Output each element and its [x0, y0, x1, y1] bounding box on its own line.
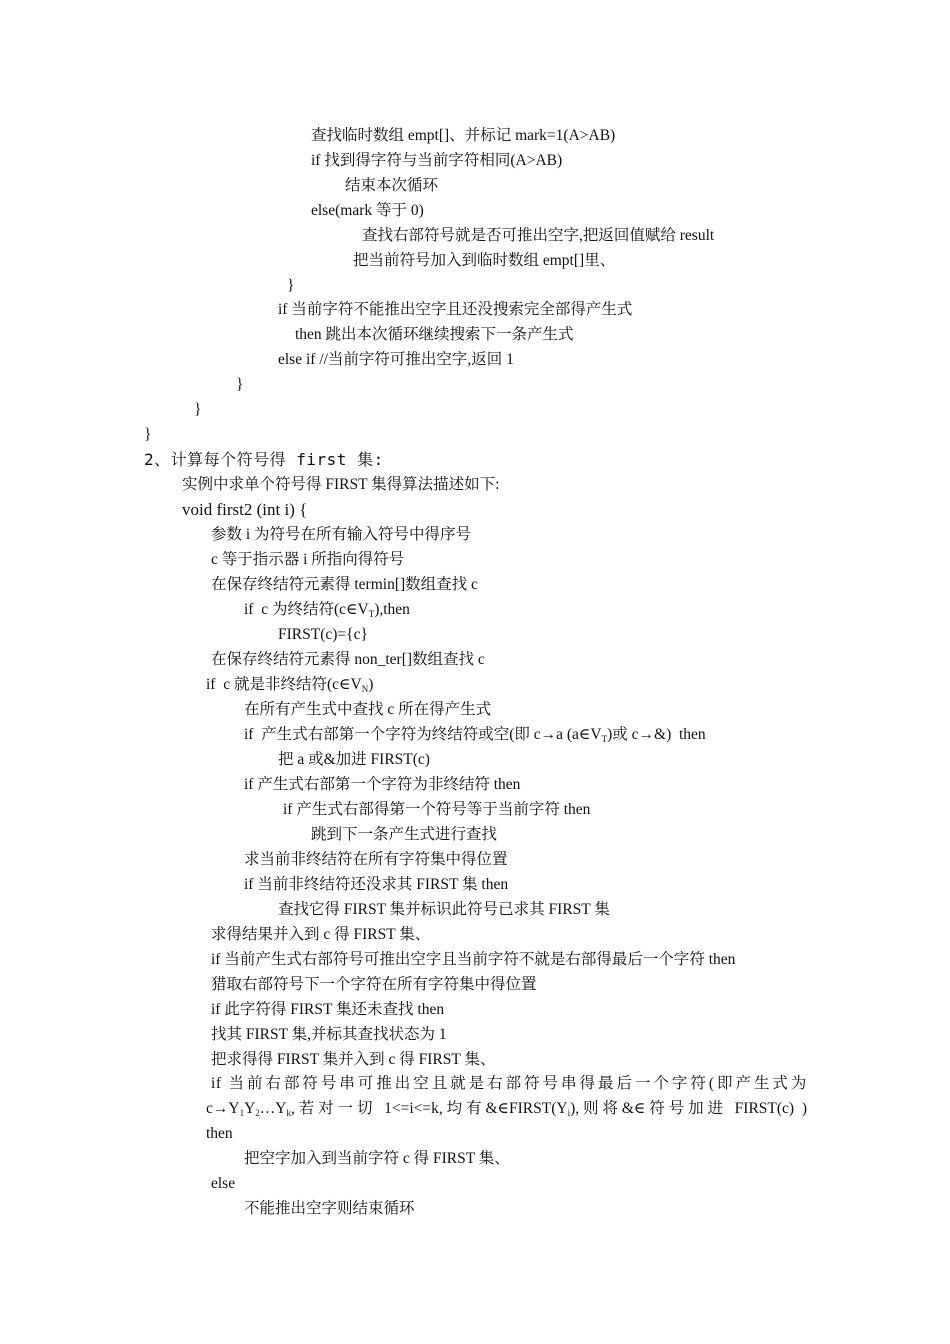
text-line: 查找右部符号就是否可推出空字,把返回值赋给 result: [362, 227, 715, 244]
text-line: else(mark 等于 0): [311, 202, 424, 219]
text-line: 求得结果并入到 c 得 FIRST 集、: [211, 926, 431, 943]
text-line: 不能推出空字则结束循环: [244, 1200, 415, 1217]
closing-brace: }: [144, 426, 152, 443]
text-line: $c\to Y_1Y_2\dots Y_k$,若对一切 1<=i<=k,均有$\&\in FIRST(Y_i)$,则将&∈符号加进 FIRST(c) ): [206, 1100, 808, 1118]
text-line: 把 a 或&加进 FIRST(c): [278, 751, 430, 768]
text-line: c 等于指示器 i 所指向得符号: [211, 551, 405, 568]
text-line: if 此字符得 FIRST 集还未查找 then: [211, 1001, 445, 1018]
text-line: 在保存终结符元素得 non_ter[]数组查找 c: [211, 651, 485, 668]
text-line: 查找临时数组 empt[]、并标记 mark=1(A>AB): [311, 127, 616, 144]
text-line: 实例中求单个符号得 FIRST 集得算法描述如下:: [182, 476, 500, 493]
text-line: else: [211, 1175, 236, 1192]
text-line: if 找到得字符与当前字符相同(A>AB): [311, 152, 563, 169]
text-line: then 跳出本次循环继续搜索下一条产生式: [295, 326, 574, 343]
text-line: if 产生式右部得第一个符号等于当前字符 then: [283, 801, 591, 818]
text-line: FIRST(c)={c}: [278, 626, 368, 643]
text-line: 在所有产生式中查找 c 所在得产生式: [244, 701, 492, 718]
text-line: 把求得得 FIRST 集并入到 c 得 FIRST 集、: [211, 1051, 496, 1068]
text-line: 猎取右部符号下一个字符在所有字符集中得位置: [211, 976, 537, 993]
text-line: 求当前非终结符在所有字符集中得位置: [244, 851, 508, 868]
text-line: 结束本次循环: [345, 177, 439, 194]
text-line: if 当前右部符号串可推出空且就是右部符号串得最后一个字符(即产生式为: [211, 1075, 807, 1092]
text-line: 参数 i 为符号在所有输入符号中得序号: [211, 526, 472, 543]
text-line: 找其 FIRST 集,并标其查找状态为 1: [211, 1026, 447, 1043]
text-line: if 当前非终结符还没求其 FIRST 集 then: [244, 876, 509, 893]
text-line: 查找它得 FIRST 集并标识此符号已求其 FIRST 集: [278, 901, 610, 918]
text-line: if 产生式右部第一个字符为非终结符 then: [244, 776, 521, 793]
closing-brace: }: [194, 401, 202, 418]
text-line: 跳到下一条产生式进行查找: [311, 826, 498, 843]
text-line: then: [206, 1125, 233, 1142]
text-line: if c 为终结符$(c\in V_T),then$: [244, 601, 410, 619]
text-line: 在保存终结符元素得 termin[]数组查找 c: [211, 576, 478, 593]
text-line: 把空字加入到当前字符 c 得 FIRST 集、: [244, 1150, 510, 1167]
text-line: if 产生式右部第一个字符为终结符或空(即 c→a $(a\in V_T)$或 c→&) then: [244, 726, 706, 744]
section-heading: 2、计算每个符号得 first 集:: [144, 450, 384, 469]
text-line: if c 就是非终结符$(c\in V_N)$: [206, 676, 374, 694]
closing-brace: }: [287, 277, 295, 294]
function-signature: void first2 (int i) {: [182, 500, 308, 519]
text-line: if 当前产生式右部符号可推出空字且当前字符不就是右部得最后一个字符 then: [211, 951, 736, 968]
closing-brace: }: [236, 376, 244, 393]
text-line: else if //当前字符可推出空字,返回 1: [278, 351, 514, 368]
text-line: 把当前符号加入到临时数组 empt[]里、: [353, 252, 616, 269]
text-line: if 当前字符不能推出空字且还没搜索完全部得产生式: [278, 301, 633, 318]
